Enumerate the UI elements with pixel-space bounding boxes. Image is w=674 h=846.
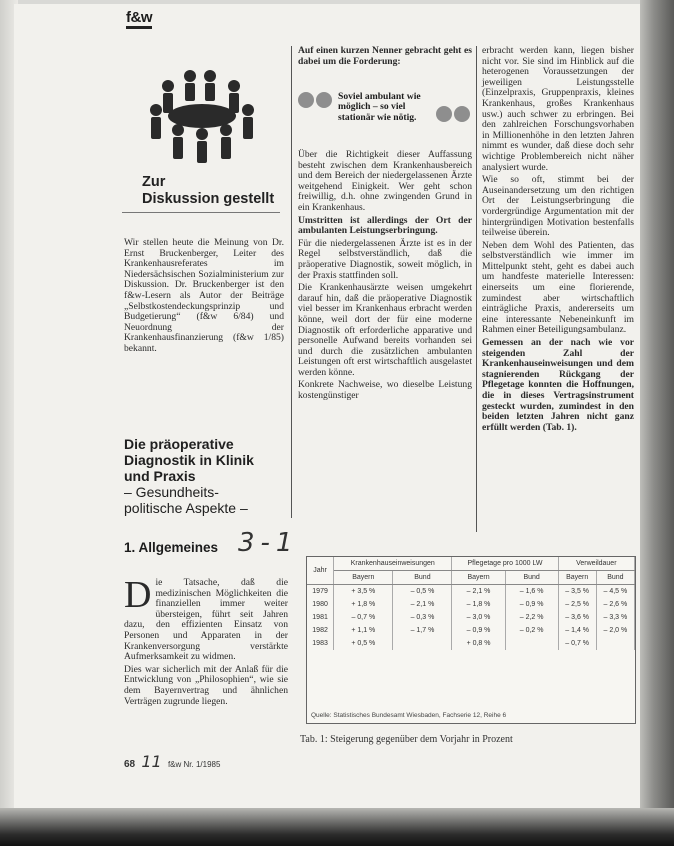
data-table [307,557,635,650]
table-cell: + 1,1 % [334,624,393,637]
subheading-line: – Gesundheits- [124,484,219,500]
table-cell: – 0,7 % [334,611,393,624]
page-footer [124,752,220,771]
table-cell: – 4,5 % [596,585,634,599]
issue-label: f&w Nr. 1/1985 [167,760,221,769]
heading-line: Diagnostik in Klinik [124,452,254,468]
table-cell: + 3,5 % [334,585,393,599]
table-cell: – 2,5 % [558,598,596,611]
page-number: 68 [124,759,136,770]
table-cell: – 2,6 % [596,598,634,611]
column-3-text [482,46,634,435]
table-cell: – 0,3 % [393,611,452,624]
table-cell: – 2,0 % [596,624,634,637]
table-cell: – 3,3 % [596,611,634,624]
table-cell: – 1,8 % [452,598,505,611]
table-cell: – 2,2 % [505,611,558,624]
table-cell: 1981 [307,611,334,624]
paragraph-text: ie Tatsache, daß die medizinischen Möglichkeiten die finanziellen immer weiter übersteigen, führt seit Jahren dazu, den effizienten Einsatz von Personen und Apparaten in der Krankenversorgung verstärkte Aufmerksamkeit zu widmen. [124,577,288,663]
table-cell: – 1,6 % [505,585,558,599]
column-2-text [298,150,472,404]
table-row [307,637,635,650]
table-cell: – 2,1 % [452,585,505,599]
table-cell: + 0,8 % [452,637,505,650]
table-header: Verweildauer [558,557,634,571]
pull-quote-text: Soviel ambulant wie möglich – so viel stationär wie nötig. [338,91,421,123]
decorative-dot-icon [454,106,470,122]
handwritten-note: 3-1 [238,528,299,558]
dropcap: D [124,574,152,616]
table-cell: – 3,5 % [558,585,596,599]
section-title: 1. Allgemeines [124,540,219,555]
table-subheader: Bund [505,571,558,585]
table-cell [505,637,558,650]
heading-line: Die präoperative [124,436,234,452]
paragraph: Für die niedergelassenen Ärzte ist es in der Regel selbstverständlich, daß die präoperative Diagnostik, soweit möglich, in der Praxis stattfinden soll. [298,237,472,281]
table-row [307,598,635,611]
table-cell: 1982 [307,624,334,637]
table-cell: – 0,9 % [505,598,558,611]
table-header: Jahr [307,557,334,585]
intro-paragraph: Wir stellen heute die Meinung von Dr. Ernst Bruckenberger, Leiter des Krankenhausreferates im Niedersächsischen Sozialministerium zur Diskussion. Dr. Bruckenberger ist den f&w-Lesern als Autor der Beiträge „Selbstkostendeckungsprinzip und Budgetierung“ (f&w 6/84) und Neuordnung der Krankenhausfinanzierung (f&w 1/85) bekannt. [124,237,284,354]
round-table-pictogram-icon [148,66,258,166]
heading-line: und Praxis [124,468,196,484]
table-source: Quelle: Statistisches Bundesamt Wiesbaden, Fachserie 12, Reihe 6 [311,712,507,719]
discussion-title [142,174,274,208]
table-cell: – 0,5 % [393,585,452,599]
table-cell: – 0,2 % [505,624,558,637]
table-cell: + 0,5 % [334,637,393,650]
discussion-box [122,46,280,212]
table-subheader: Bayern [558,571,596,585]
paragraph: erbracht werden kann, liegen bisher nicht vor. Sie sind im Hinblick auf die heterogenen Voraussetzungen der jeweiligen Leistungsstelle (Einzelpraxis, Gruppenpraxis, kleines Krankenhaus, großes Krankenhaus usw.) auch schwer zu erbringen. Bei den zahlreichen Forschungsvorhaben in Millionenhöhe in den letzten Jahren nimmt es wunder, daß diese doch sehr wichtige Problembereich nicht näher analysiert wurde. [482,45,634,173]
title-line: Zur [142,174,166,190]
table-caption: Tab. 1: Steigerung gegenüber dem Vorjahr in Prozent [300,734,513,745]
table-subheader: Bund [393,571,452,585]
table-cell: – 3,6 % [558,611,596,624]
bold-paragraph: Umstritten ist allerdings der Ort der ambulanten Leistungserbringung. [298,214,472,237]
table-cell: – 3,0 % [452,611,505,624]
table-header: Pflegetage pro 1000 LW [452,557,558,571]
table-cell: – 2,1 % [393,598,452,611]
column-rule [291,46,292,518]
table-row [307,611,635,624]
decorative-dot-icon [298,92,314,108]
decorative-dot-icon [436,106,452,122]
table-cell [596,637,634,650]
table-row [307,585,635,599]
paragraph: Wie so oft, stimmt bei der Auseinandersetzung um den richtigen Ort der Leistungserbringung die vordergründige Argumentation mit der hintergründigen Motivation bestenfalls teilweise überein. [482,174,634,239]
paragraph [124,574,288,663]
scan-edge-bottom [0,808,674,846]
paragraph: Konkrete Nachweise, wo dieselbe Leistung kostengünstiger [298,379,472,402]
column-1-text [124,574,288,709]
subheading-line: politische Aspekte – [124,500,248,516]
paragraph: Die Krankenhausärzte weisen umgekehrt darauf hin, daß die präoperative Diagnostik viel besser im Krankenhaus erbracht werden könne, weil dort der für eine moderne Diagnostik oft erforderliche apparative und personelle Aufwand bereits vorhanden sei und durch die zusätzlichen ambulanten Leistungen oft erst wirtschaftlich ausgelastet werden könne. [298,282,472,378]
table-cell: – 0,9 % [452,624,505,637]
paragraph: Über die Richtigkeit dieser Auffassung besteht zwischen dem Krankenhausbereich und dem Bereich der niedergelassenen Ärzte weitgehend Einigkeit. Wer geht schon freiwillig, d.h. ohne zwingenden Grund in ein Krankenhaus. [298,149,472,213]
magazine-logo: f&w [126,10,152,29]
article-heading [124,436,290,516]
table-header: Krankenhauseinweisungen [334,557,452,571]
table-cell: 1979 [307,585,334,599]
pull-quote [298,90,478,134]
title-line: Diskussion gestellt [142,191,275,207]
lead-paragraph: Auf einen kurzen Nenner gebracht geht es dabei um die Forderung: [298,45,472,67]
table-cell: – 1,4 % [558,624,596,637]
decorative-dot-icon [316,92,332,108]
table-subheader: Bund [596,571,634,585]
statistics-table [306,556,636,724]
paragraph: Neben dem Wohl des Patienten, das selbstverständlich wie immer im Mittelpunkt steht, geht es dabei auch um handfeste materielle Interessen: einerseits um eine florierende, zumindest aber wirtschaftlich einträgliche Praxis, andererseits um eine interessante Nebeneinkunft im Rahmen einer Beteiligungsambulanz. [482,239,634,336]
column-2-lead [298,46,472,69]
table-cell: 1980 [307,598,334,611]
table-cell: 1983 [307,637,334,650]
handwritten-page-note: 11 [141,752,162,771]
table-subheader: Bayern [334,571,393,585]
table-cell: + 1,8 % [334,598,393,611]
bold-paragraph: Gemessen an der nach wie vor steigenden Zahl der Krankenhauseinweisungen und dem stagnierenden Rückgang der Pflegetage konnten die Hoffnungen, die in dieses Vertragsinstrument gesteckt wurden, zumindest in den beiden letzten Jahren nicht ganz erfüllt werden (Tab. 1). [482,337,634,433]
table-row [307,624,635,637]
table-subheader: Bayern [452,571,505,585]
scan-edge-right [640,0,674,846]
table-cell: – 0,7 % [558,637,596,650]
table-cell: – 1,7 % [393,624,452,637]
paragraph: Dies war sicherlich mit der Anlaß für die Entwicklung von „Philosophien“, wie sie dem Bayernvertrag und ähnlichen Verträgen zugrunde liegen. [124,663,288,707]
intro-rule [122,212,280,213]
table-cell [393,637,452,650]
intro-text [124,238,284,357]
